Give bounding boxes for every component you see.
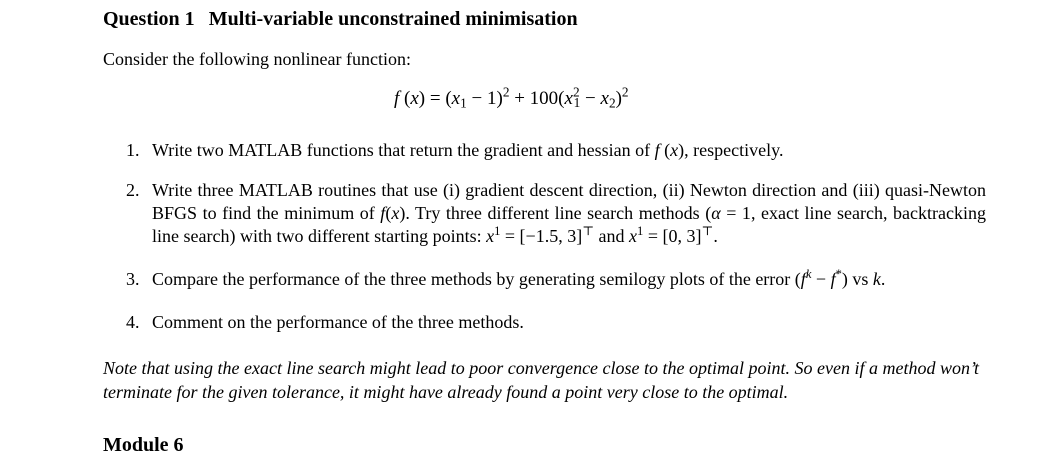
item-number: 3.	[126, 269, 140, 289]
list-item: 1. Write two MATLAB functions that return the gradient and hessian of f (x), respectively.	[126, 140, 784, 160]
item-text: and	[594, 226, 630, 246]
item-text: .	[713, 226, 718, 246]
list-item: 3. Compare the performance of the three methods by generating semilogy plots of the error $(f^k - f^*)$ vs k.	[126, 267, 886, 289]
item-text: Compare the performance of the three methods by generating semilogy plots of the error (	[152, 269, 801, 289]
item-text: , exact line search, backtracking line search) with two different starting points:	[152, 203, 987, 246]
item-text: , respectively.	[684, 140, 784, 160]
item-text: Comment on the performance of the three methods.	[152, 312, 524, 332]
question-number: Question 1	[103, 8, 195, 30]
item-text: Write two MATLAB functions that return the gradient and hessian of	[152, 140, 655, 160]
function-equation: f $(x) = (x_1 - 1)^2 + 100(x^2_1 - x_2)^2$	[394, 84, 629, 111]
list-item: 2. Write three MATLAB routines that use (i) gradient descent direction, (ii) Newton direction and (iii) quasi-Newton BFGS to find the minimum of f(x). Try three different line search methods (α = 1, exact line search, backtracking line search) with two different starting points: $x^1 = [-1.5$, 3]⊤ and $x^1 = [0$, 3]⊤.	[126, 180, 987, 246]
item-number: 4.	[126, 312, 140, 332]
question-title: Multi-variable unconstrained minimisation	[208, 8, 578, 30]
list-item	[126, 311, 986, 334]
item-number: 1.	[126, 140, 140, 160]
item-text: ) vs	[841, 269, 873, 289]
item-number: 2.	[126, 180, 140, 200]
item-text: . Try three different line search methods (	[405, 203, 712, 223]
intro-text: Consider the following nonlinear function:	[103, 49, 411, 69]
question-heading	[103, 8, 578, 31]
item-text: .	[880, 269, 886, 289]
note-paragraph: Note that using the exact line search might lead to poor convergence close to the optimal point. So even if a method won’t terminate for the given tolerance, it might have already found a point very close to the optimal.	[103, 358, 979, 402]
item-text: Write three MATLAB routines that use (i) gradient descent direction, (ii) Newton direction and (iii) quasi-Newton BFGS to find the minimum of	[152, 180, 986, 223]
next-section-heading: Module 6	[103, 434, 184, 456]
